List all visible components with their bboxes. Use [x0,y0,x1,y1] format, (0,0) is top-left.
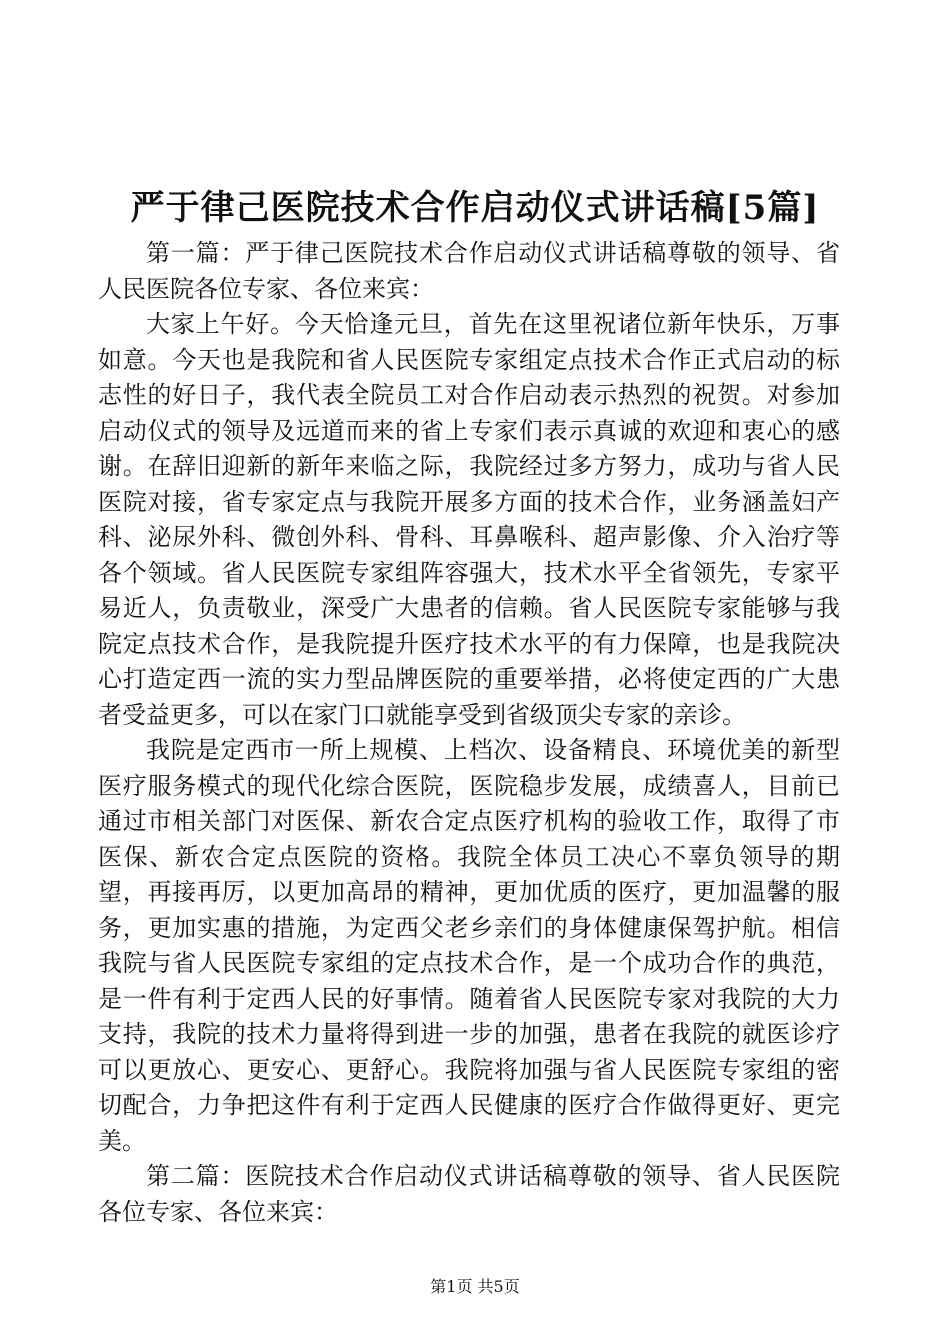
paragraph-1: 第一篇：严于律己医院技术合作启动仪式讲话稿尊敬的领导、省人民医院各位专家、各位来宾： [98,239,840,303]
paragraph-4: 第二篇：医院技术合作启动仪式讲话稿尊敬的领导、省人民医院各位专家、各位来宾： [98,1162,840,1226]
paragraph-2: 大家上午好。今天恰逢元旦，首先在这里祝诸位新年快乐，万事如意。今天也是我院和省人民医院专家组定点技术合作正式启动的标志性的好日子，我代表全院员工对合作启动表示热烈的祝贺。对参加启动仪式的领导及远道而来的省上专家们表示真诚的欢迎和衷心的感谢。在辞旧迎新的新年来临之际，我院经过多方努力，成功与省人民医院对接，省专家定点与我院开展多方面的技术合作，业务涵盖妇产科、泌尿外科、微创外科、骨科、耳鼻喉科、超声影像、介入治疗等各个领域。省人民医院专家组阵容强大，技术水平全省领先，专家平易近人，负责敬业，深受广大患者的信赖。省人民医院专家能够与我院定点技术合作，是我院提升医疗技术水平的有力保障，也是我院决心打造定西一流的实力型品牌医院的重要举措，必将使定西的广大患者受益更多，可以在家门口就能享受到省级顶尖专家的亲诊。 [98,310,840,729]
document-title: 严于律己医院技术合作启动仪式讲话稿[5篇] [130,188,820,228]
paragraph-3: 我院是定西市一所上规模、上档次、设备精良、环境优美的新型医疗服务模式的现代化综合医院，医院稳步发展，成绩喜人，目前已通过市相关部门对医保、新农合定点医疗机构的验收工作，取得了市医保、新农合定点医院的资格。我院全体员工决心不辜负领导的期望，再接再厉，以更加高昂的精神，更加优质的医疗，更加温馨的服务，更加实惠的措施，为定西父老乡亲们的身体健康保驾护航。相信我院与省人民医院专家组的定点技术合作，是一个成功合作的典范，是一件有利于定西人民的好事情。随着省人民医院专家对我院的大力支持，我院的技术力量将得到进一步的加强，患者在我院的就医诊疗可以更放心、更安心、更舒心。我院将加强与省人民医院专家组的密切配合，力争把这件有利于定西人民健康的医疗合作做得更好、更完美。 [98,736,840,1155]
document-body [98,236,840,1230]
page-footer: 第1页 共5页 [430,1277,520,1296]
